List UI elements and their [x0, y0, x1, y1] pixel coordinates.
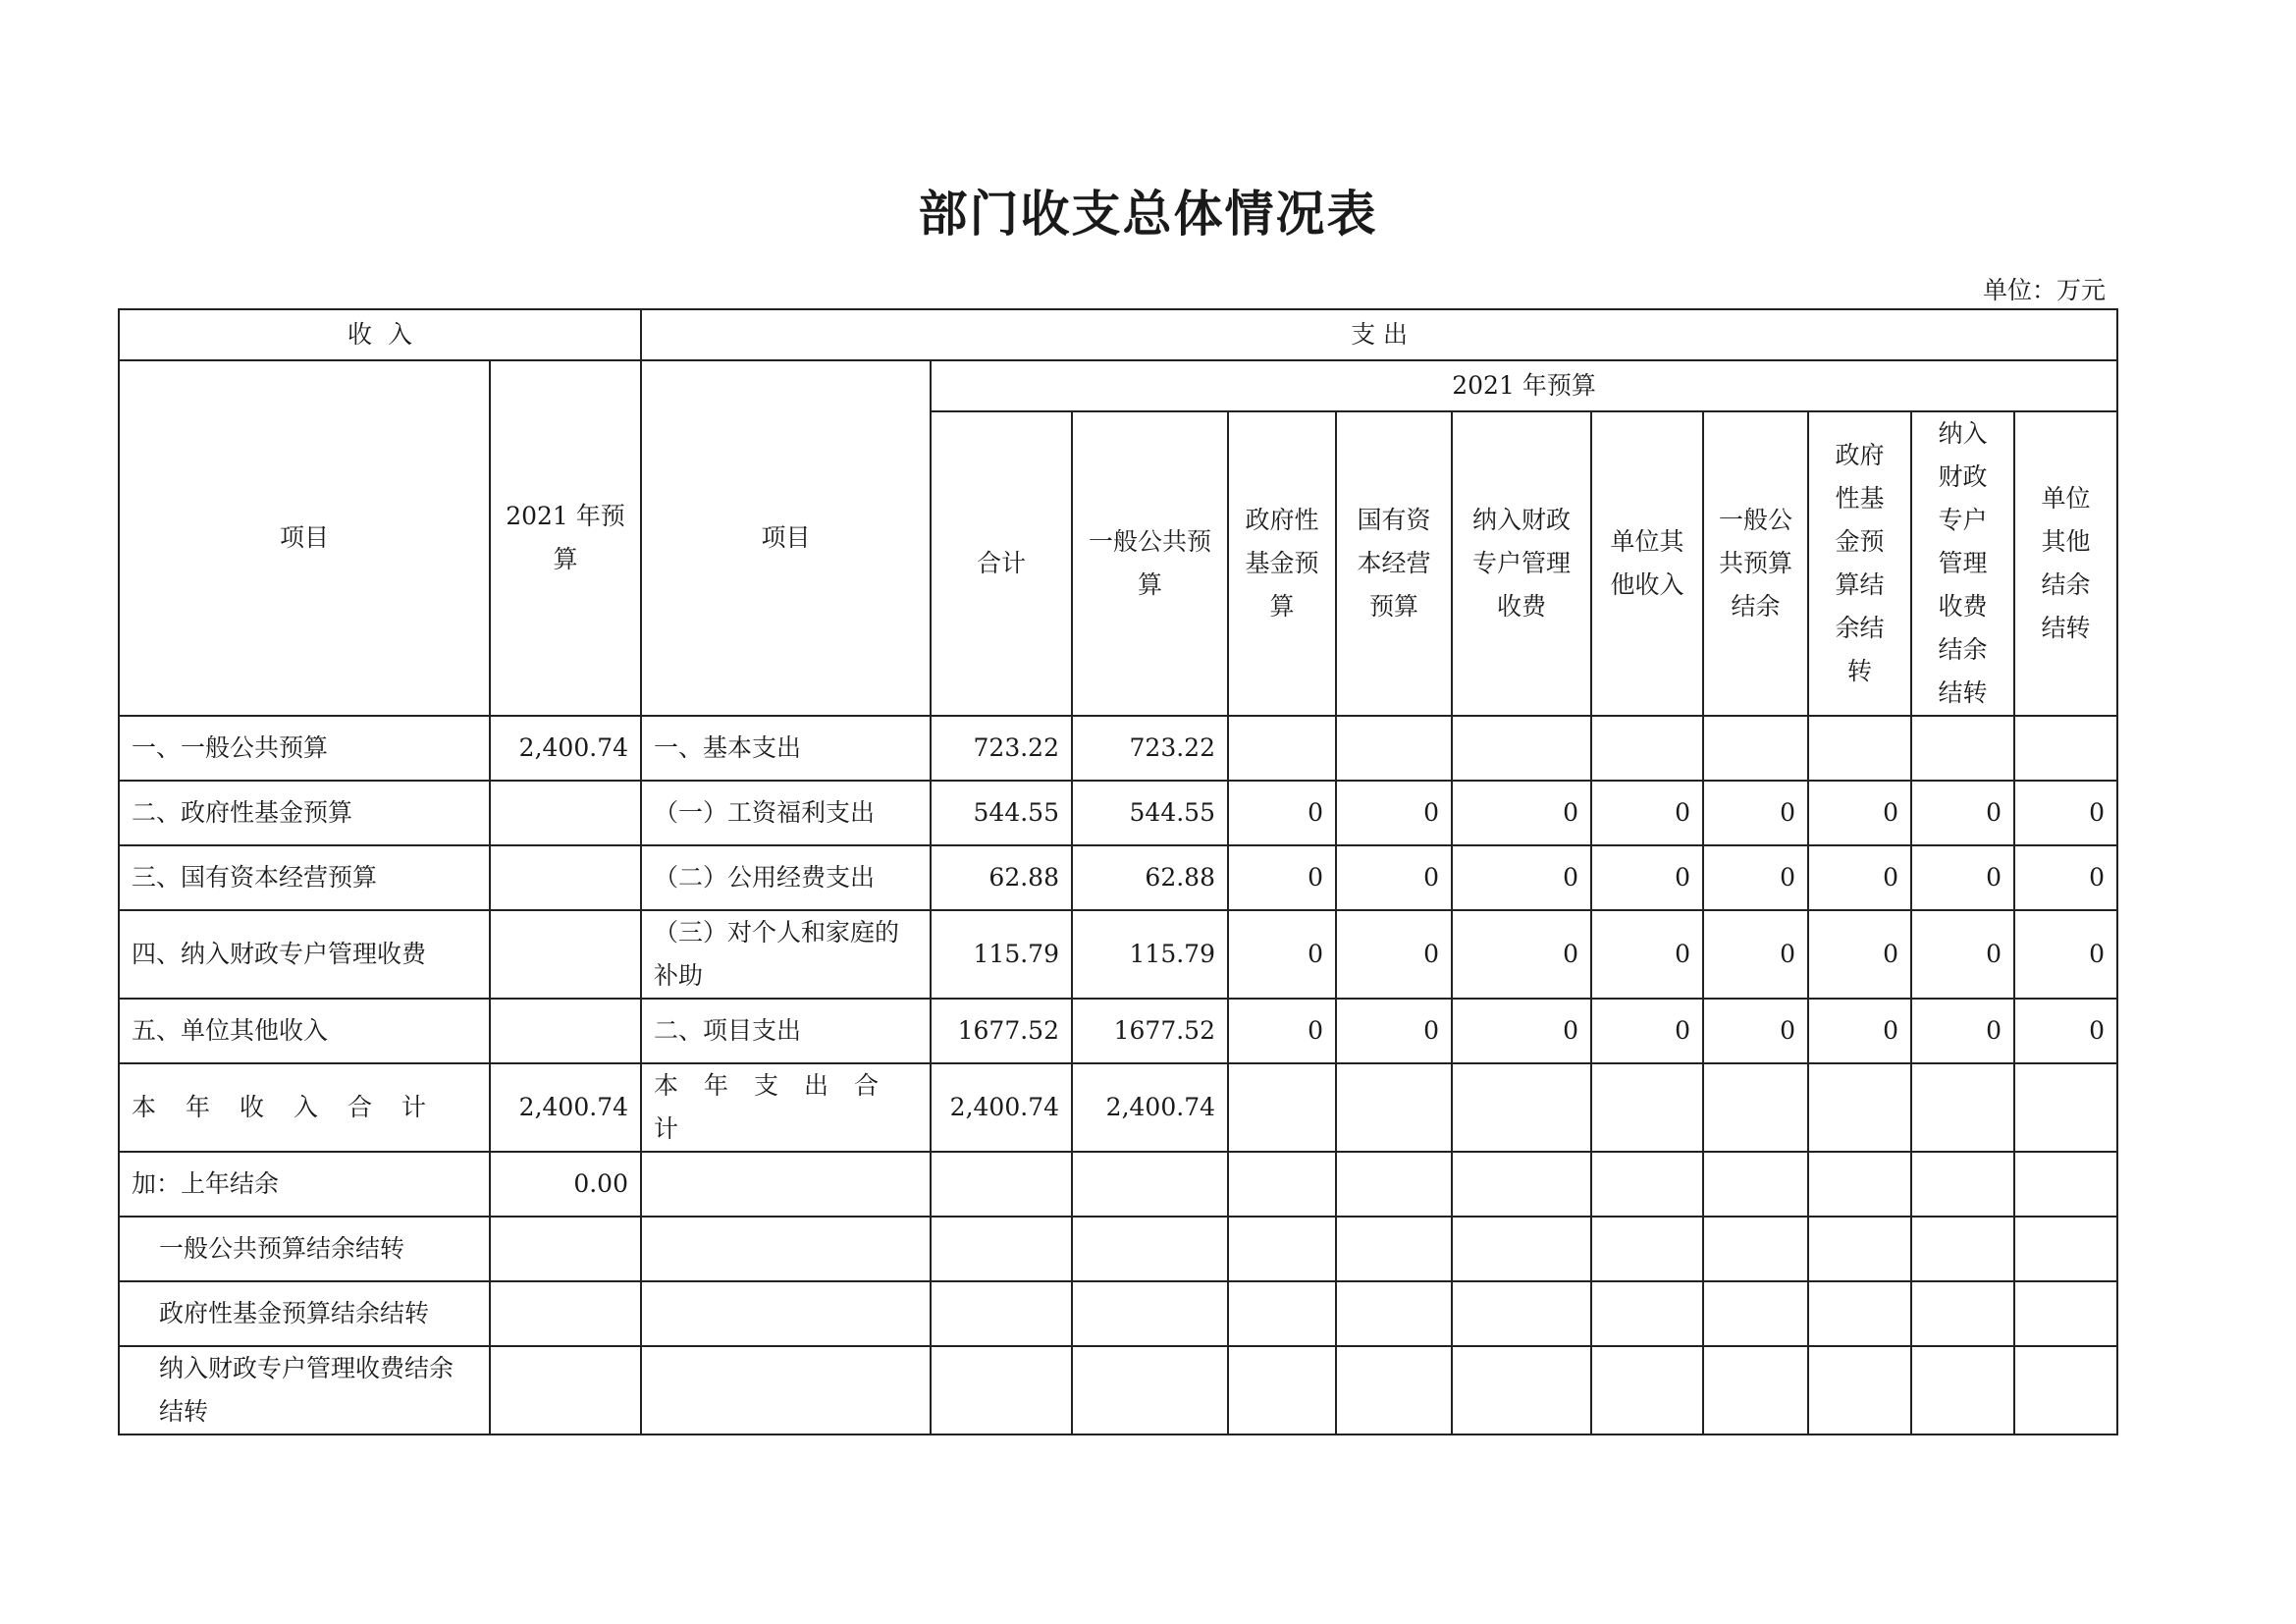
expense-value: [1911, 1152, 2014, 1217]
income-item: 一、一般公共预算: [119, 716, 490, 781]
expense-value: [1591, 1063, 1703, 1152]
expense-value: 0: [1703, 999, 1808, 1063]
column-header: 政府 性基 金预 算结 余结 转: [1808, 411, 1911, 716]
expense-item: 本年支出合计: [641, 1063, 931, 1152]
expense-value: 0: [1911, 781, 2014, 845]
column-header: 单位其 他收入: [1591, 411, 1703, 716]
expense-value: [2014, 1063, 2117, 1152]
income-item: 三、国有资本经营预算: [119, 845, 490, 910]
expense-value: 2,400.74: [931, 1063, 1072, 1152]
expense-value: [1591, 716, 1703, 781]
income-item: 政府性基金预算结余结转: [119, 1281, 490, 1346]
expense-value: [1911, 1217, 2014, 1281]
expense-value: 0: [1228, 910, 1336, 999]
expense-value: [1808, 1152, 1911, 1217]
expense-value: [1591, 1346, 1703, 1435]
table-row: [119, 781, 2117, 845]
expense-item: （二）公用经费支出: [641, 845, 931, 910]
income-value: [490, 1281, 641, 1346]
expense-value: [1591, 1281, 1703, 1346]
expense-value: 0: [1336, 781, 1452, 845]
expense-value: [1336, 1063, 1452, 1152]
expense-value: [931, 1346, 1072, 1435]
income-budget-header: 2021 年预 算: [490, 360, 641, 716]
expense-value: 0: [2014, 781, 2117, 845]
income-item: 本年收入合计: [119, 1063, 490, 1152]
table-row: [119, 999, 2117, 1063]
expense-value: [1452, 1217, 1591, 1281]
expense-value: [1808, 716, 1911, 781]
expense-value: [1452, 1063, 1591, 1152]
expense-value: 0: [1228, 999, 1336, 1063]
expense-value: [1911, 716, 2014, 781]
expense-value: [1072, 1346, 1228, 1435]
expense-item-header: 项目: [641, 360, 931, 716]
expense-value: 0: [1228, 781, 1336, 845]
expense-value: 62.88: [931, 845, 1072, 910]
column-header: 合计: [931, 411, 1072, 716]
column-header: 一般公共预 算: [1072, 411, 1228, 716]
expense-value: [1072, 1281, 1228, 1346]
income-value: 2,400.74: [490, 716, 641, 781]
expense-value: 115.79: [931, 910, 1072, 999]
column-header: 纳入财政 专户管理 收费: [1452, 411, 1591, 716]
income-value: 0.00: [490, 1152, 641, 1217]
expense-value: [1452, 1346, 1591, 1435]
expense-value: 0: [1452, 781, 1591, 845]
expense-value: [1072, 1152, 1228, 1217]
table-row: [119, 1217, 2117, 1281]
expense-value: 0: [1336, 845, 1452, 910]
income-value: [490, 999, 641, 1063]
expense-value: [1808, 1281, 1911, 1346]
expense-value: [1703, 1152, 1808, 1217]
unit-label: 单位：万元: [1982, 276, 2106, 304]
table-row: [119, 845, 2117, 910]
expense-value: 0: [1808, 910, 1911, 999]
expense-item: （一）工资福利支出: [641, 781, 931, 845]
expense-value: [1703, 1063, 1808, 1152]
expense-value: 0: [1591, 910, 1703, 999]
expense-value: [1228, 1152, 1336, 1217]
expense-value: 1677.52: [931, 999, 1072, 1063]
expense-value: 0: [1591, 999, 1703, 1063]
expense-value: 0: [1336, 910, 1452, 999]
expense-value: 0: [1452, 999, 1591, 1063]
expense-value: 115.79: [1072, 910, 1228, 999]
expense-value: [1703, 1217, 1808, 1281]
column-header: 单位 其他 结余 结转: [2014, 411, 2117, 716]
expense-value: [1072, 1217, 1228, 1281]
expense-value: 0: [1336, 999, 1452, 1063]
table-row: [119, 716, 2117, 781]
expense-value: [1228, 716, 1336, 781]
expense-value: [931, 1281, 1072, 1346]
expense-value: 0: [1228, 845, 1336, 910]
expense-value: [1591, 1217, 1703, 1281]
expense-item: [641, 1281, 931, 1346]
income-value: [490, 845, 641, 910]
expense-item: [641, 1346, 931, 1435]
expense-value: 0: [1591, 845, 1703, 910]
income-item: 加：上年结余: [119, 1152, 490, 1217]
expense-value: 0: [1808, 845, 1911, 910]
expense-value: [1228, 1063, 1336, 1152]
expense-value: 0: [1808, 999, 1911, 1063]
expense-value: 0: [1911, 845, 2014, 910]
expense-item: [641, 1217, 931, 1281]
income-value: 2,400.74: [490, 1063, 641, 1152]
expense-value: 0: [1703, 910, 1808, 999]
expense-value: [1336, 716, 1452, 781]
expense-value: 0: [2014, 910, 2117, 999]
expense-value: [2014, 1152, 2117, 1217]
page-title: 部门收支总体情况表: [918, 186, 1378, 243]
expense-value: [1452, 716, 1591, 781]
expense-value: [1703, 716, 1808, 781]
expense-value: [1336, 1346, 1452, 1435]
expense-value: [2014, 1217, 2117, 1281]
expense-item: [641, 1152, 931, 1217]
expense-value: 0: [1703, 781, 1808, 845]
expense-value: [1228, 1217, 1336, 1281]
expense-value: 1677.52: [1072, 999, 1228, 1063]
expense-value: 0: [1911, 910, 2014, 999]
expense-value: 0: [1452, 845, 1591, 910]
expense-value: [1911, 1346, 2014, 1435]
income-item: 一般公共预算结余结转: [119, 1217, 490, 1281]
table-row: [119, 1346, 2117, 1435]
expense-value: 0: [1808, 781, 1911, 845]
income-item: 五、单位其他收入: [119, 999, 490, 1063]
expense-value: 723.22: [1072, 716, 1228, 781]
expense-value: 2,400.74: [1072, 1063, 1228, 1152]
expense-value: [1911, 1281, 2014, 1346]
expense-value: [1911, 1063, 2014, 1152]
expense-value: [1452, 1152, 1591, 1217]
income-value: [490, 781, 641, 845]
expense-header: 支 出: [641, 309, 2117, 360]
table-row: [119, 1281, 2117, 1346]
expense-value: 62.88: [1072, 845, 1228, 910]
expense-value: 0: [2014, 845, 2117, 910]
expense-value: [1452, 1281, 1591, 1346]
column-header: 政府性 基金预 算: [1228, 411, 1336, 716]
expense-value: 0: [1703, 845, 1808, 910]
expense-value: [1228, 1281, 1336, 1346]
income-value: [490, 910, 641, 999]
income-item: 二、政府性基金预算: [119, 781, 490, 845]
expense-value: [1808, 1346, 1911, 1435]
income-header: 收 入: [119, 309, 641, 360]
expense-value: [1336, 1217, 1452, 1281]
expense-item: 二、项目支出: [641, 999, 931, 1063]
expense-value: 0: [2014, 999, 2117, 1063]
expense-item: （三）对个人和家庭的补助: [641, 910, 931, 999]
expense-value: [1228, 1346, 1336, 1435]
table-row: [119, 1063, 2117, 1152]
column-header: 国有资 本经营 预算: [1336, 411, 1452, 716]
expense-value: [1808, 1217, 1911, 1281]
expense-value: [1591, 1152, 1703, 1217]
expense-value: [2014, 1281, 2117, 1346]
expense-value: 544.55: [931, 781, 1072, 845]
expense-value: [1336, 1281, 1452, 1346]
expense-item: 一、基本支出: [641, 716, 931, 781]
budget-table: [118, 308, 2118, 1435]
table-row: [119, 910, 2117, 999]
expense-value: [1808, 1063, 1911, 1152]
expense-value: [1703, 1346, 1808, 1435]
column-header: 纳入 财政 专户 管理 收费 结余 结转: [1911, 411, 2014, 716]
expense-value: [1703, 1281, 1808, 1346]
budget-2021-header: 2021 年预算: [931, 360, 2117, 411]
income-value: [490, 1346, 641, 1435]
expense-value: 723.22: [931, 716, 1072, 781]
expense-value: [2014, 1346, 2117, 1435]
expense-value: 0: [1591, 781, 1703, 845]
expense-value: [931, 1217, 1072, 1281]
income-item: 纳入财政专户管理收费结余结转: [119, 1346, 490, 1435]
income-item-header: 项目: [119, 360, 490, 716]
expense-value: [931, 1152, 1072, 1217]
expense-value: [2014, 716, 2117, 781]
column-header: 一般公 共预算 结余: [1703, 411, 1808, 716]
expense-value: 0: [1452, 910, 1591, 999]
expense-value: [1336, 1152, 1452, 1217]
table-row: [119, 1152, 2117, 1217]
expense-value: 0: [1911, 999, 2014, 1063]
income-item: 四、纳入财政专户管理收费: [119, 910, 490, 999]
expense-value: 544.55: [1072, 781, 1228, 845]
income-value: [490, 1217, 641, 1281]
